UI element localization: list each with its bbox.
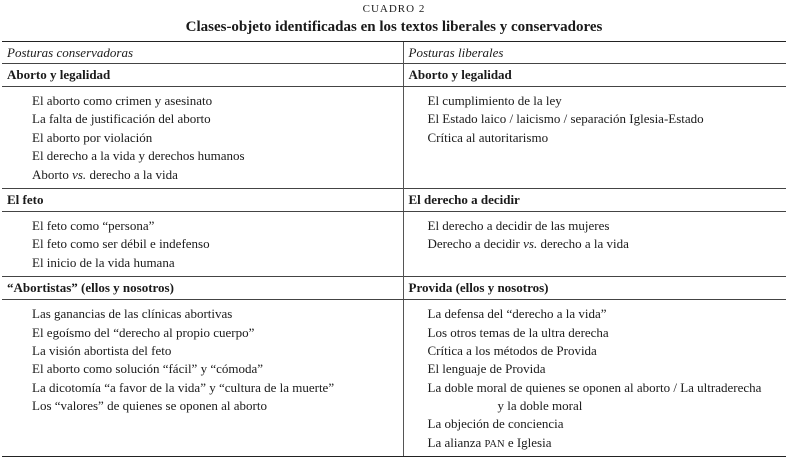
list-item: El feto como “persona” [32, 217, 155, 233]
list-item: Aborto vs. derecho a la vida [32, 166, 178, 182]
list-item: El aborto como solución “fácil” y “cómoda” [32, 361, 264, 377]
list-item: El feto como ser débil e indefenso [32, 236, 210, 252]
list-item: Crítica a los métodos de Provida [427, 342, 597, 358]
section-header-row [2, 277, 786, 300]
list-item: Crítica al autoritarismo [427, 129, 549, 145]
list-item: Los otros temas de la ultra derecha [427, 324, 609, 340]
classes-table [2, 41, 786, 457]
table-title: Clases-objeto identificadas en los textos liberales y conservadores [185, 19, 603, 35]
section-items-left [2, 300, 403, 457]
list-item: El Estado laico / laicismo / separación Iglesia-Estado [427, 111, 704, 127]
list-item: El derecho a decidir de las mujeres [427, 217, 610, 233]
column-header-liberal: Posturas liberales [403, 42, 786, 64]
section-items-right [403, 87, 786, 189]
section-body-row [2, 87, 786, 189]
list-item: La falta de justificación del aborto [32, 111, 211, 127]
list-item: La dicotomía “a favor de la vida” y “cultura de la muerte” [32, 379, 335, 395]
section-body-row [2, 300, 786, 457]
section-heading-left: Aborto y legalidad [2, 64, 403, 87]
list-item: Los “valores” de quienes se oponen al aborto [32, 398, 268, 414]
section-header-row [2, 188, 786, 211]
column-header-row [2, 42, 786, 64]
list-item: El inicio de la vida humana [32, 254, 175, 270]
list-item: Derecho a decidir vs. derecho a la vida [427, 236, 629, 252]
list-item: El egoísmo del “derecho al propio cuerpo” [32, 324, 255, 340]
section-heading-left: El feto [2, 188, 403, 211]
list-item: La alianza PAN e Iglesia [427, 434, 552, 450]
section-items-left [2, 87, 403, 189]
list-item: La objeción de conciencia [427, 416, 564, 432]
section-header-row [2, 64, 786, 87]
section-body-row [2, 211, 786, 276]
list-item: y la doble moral [497, 398, 583, 414]
list-item: El aborto por violación [32, 129, 153, 145]
section-heading-right: El derecho a decidir [403, 188, 786, 211]
section-heading-right: Aborto y legalidad [403, 64, 786, 87]
list-item: La defensa del “derecho a la vida” [427, 306, 607, 322]
list-item: El aborto como crimen y asesinato [32, 93, 213, 108]
list-item: La visión abortista del feto [32, 342, 172, 358]
section-items-left [2, 211, 403, 276]
list-item: El lenguaje de Provida [427, 361, 546, 377]
section-heading-right: Provida (ellos y nosotros) [403, 277, 786, 300]
section-heading-left: “Abortistas” (ellos y nosotros) [2, 277, 403, 300]
list-item: Las ganancias de las clínicas abortivas [32, 306, 233, 322]
list-item: El cumplimiento de la ley [427, 93, 562, 108]
list-item: La doble moral de quienes se oponen al aborto / La ultraderecha [427, 379, 762, 395]
list-item: El derecho a la vida y derechos humanos [32, 148, 245, 164]
table-label: CUADRO 2 [362, 3, 426, 15]
column-header-conservative: Posturas conservadoras [2, 42, 403, 64]
section-items-right [403, 211, 786, 276]
section-items-right [403, 300, 786, 457]
